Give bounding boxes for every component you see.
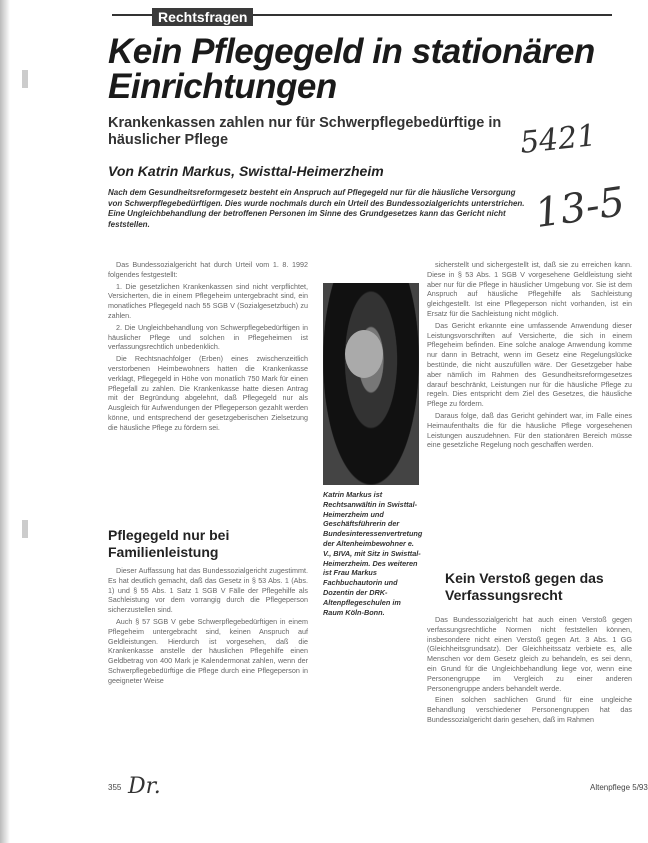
paragraph: Die Rechtsnachfolger (Erben) eines zwischenzeitlich verstorbenen Heimbewohners hatten die Krankenkasse verklagt, Pflegegeld in Höhe von monatlich 750 Mark für einen Pflegefall zu zahlen. Die Krankenkasse hatte diesen Antrag mit der Begründung abgelehnt, daß Pflegegeld nur als Ausgleich für Aufwendungen der Pflegeperson gezahlt werden könne, und entsprechend der gesetzgeberischen Zielsetzung die häusliche Pflege zu fördern sei. (108, 354, 308, 432)
author-photo-face (345, 330, 383, 378)
section-heading-pflegegeld: Pflegegeld nur bei Familienleistung (108, 527, 230, 560)
author-photo (323, 283, 419, 485)
handwritten-note-bottom: 13-5 (532, 178, 628, 238)
photo-caption: Katrin Markus ist Rechtsanwältin in Swisttal-Heimerzheim und Geschäftsführerin der Bundesinteressenvertretung der Altenheimbewohner e. V., BIVA, mit Sitz in Swisttal-Heimerzheim. Des weiteren ist Frau Markus Fachbuchautorin und Dozentin der DRK-Altenpflegeschulen im Raum Köln-Bonn. (323, 490, 423, 617)
column-1b-text (108, 566, 308, 688)
punch-hole (22, 520, 28, 538)
source-label: Altenpflege 5/93 (590, 783, 648, 792)
column-1-text (108, 260, 308, 435)
paragraph: Daraus folge, daß das Gericht gehindert war, im Falle eines Heimaufenthalts die für die häusliche Pflege vorgesehenen Leistungen auszudehnen. Für den stationären Bereich müsse eine gesetzliche Regelung noch geschaffen werden. (427, 410, 632, 450)
paragraph: 1. Die gesetzlichen Krankenkassen sind nicht verpflichtet, Versicherten, die in einem Pflegeheim untergebracht sind, ein monatliches Pflegegeld nach 55 SGB V (Sozialgesetzbuch) zu zahlen. (108, 281, 308, 320)
paragraph: Das Gericht erkannte eine umfassende Anwendung dieser Leistungsvorschriften auf Versicherte, die sich in einem Pflegeheim befinden. Eine solche analoge Anwendung komme nur dann in Betracht, wenn im Gesetz eine Regelungslücke bestünde, die nicht auszufüllen wäre. Der Gesetzgeber habe aber nämlich im Rahmen des Gesundheitsreformgesetzes darauf beschränkt, Leistungen nur für die häusliche Pflege zu regeln. Dies entspricht dem Ziel des Gesetzes, die häusliche Pflege zu fördern. (427, 320, 632, 409)
section-heading-verfassungsrecht: Kein Verstoß gegen das Verfassungsrecht (445, 570, 604, 603)
article-byline: Von Katrin Markus, Swisttal-Heimerzheim (108, 163, 384, 179)
paragraph: Einen solchen sachlichen Grund für eine ungleiche Behandlung verschiedener Personengruppen hat das Bundessozialgericht darin gesehen, daß im Rahmen (427, 695, 632, 724)
paragraph: Auch § 57 SGB V gebe Schwerpflegebedürftigen in einem Pflegeheim untergebracht sind, keinen Anspruch auf Geldleistungen. Hierdurch ist vorgesehen, daß die Krankenkasse anstelle der häuslichen Pflegehilfe einen Geldbetrag von 400 Mark je Kalendermonat zahlen, wenn der Schwerpflegebedürftige die Pflege durch eine Pflegeperson in geeigneter Weise (108, 616, 308, 685)
scan-edge (0, 0, 10, 843)
column-3-text (427, 260, 632, 452)
paragraph: 2. Die Ungleichbehandlung von Schwerpflegebedürftigen in häuslicher Pflege und solchen in Pflegeheimen ist verfassungsrechtlich unbedenklich. (108, 322, 308, 352)
handwritten-signature: Dr. (128, 774, 161, 799)
paragraph: Das Bundessozialgericht hat durch Urteil vom 1. 8. 1992 folgendes festgestellt: (108, 260, 308, 279)
article-headline: Kein Pflegegeld in stationären Einrichtungen (108, 32, 595, 106)
rubric-label: Rechtsfragen (152, 8, 253, 26)
paragraph: Das Bundessozialgericht hat auch einen Verstoß gegen verfassungsrechtliche Normen nicht feststellen können, insbesondere nicht einen Verstoß gegen Art. 3 Abs. 1 GG (Gleichheitsgrundsatz). Der Gleichheitssatz verbiete es, alle Menschen vor dem Gesetz gleich zu behandeln, es sei denn, ein Grund für die Ungleichbehandlung liege vor, wenn eine Personengruppe im Vergleich zu einer anderen Personengruppe anders behandelt werde. (427, 615, 632, 693)
punch-hole (22, 70, 28, 88)
handwritten-note-top: 5421 (518, 118, 598, 161)
article-subhead: Krankenkassen zahlen nur für Schwerpflegebedürftige in häuslicher Pflege (108, 115, 502, 148)
paragraph: sicherstellt und sichergestellt ist, daß sie zu erreichen kann. Diese in § 53 Abs. 1 SGB V vorgesehene Geldleistung sieht aber nur für die Pflege in häuslicher Umgebung vor. Sie ist dem Anspruch auf häusliche Pflegehilfe als Sachleistung gleichgestellt. Ist eine Pflegeperson nicht vorhanden, ist ein Ersatz für die Sachleistung nicht möglich. (427, 260, 632, 318)
page-number: 355 (108, 783, 122, 792)
paragraph: Dieser Auffassung hat das Bundessozialgericht zugestimmt. Es hat deutlich gemacht, daß das Gesetz in § 53 Abs. 1 (Abs. 1) und § 55 Abs. 1 Satz 1 SGB V Fälle der Pflegehilfe als Sachleistung vor dem vorrangig durch die Pflegeperson sicherzustellen sind. (108, 566, 308, 615)
column-3b-text (427, 615, 632, 727)
article-lead: Nach dem Gesundheitsreformgesetz besteht ein Anspruch auf Pflegegeld nur für die häusliche Versorgung von Schwerpflegebedürftigen. Dies wurde nochmals durch ein Urteil des Bundessozialgerichts unterstrichen. Eine Ungleichbehandlung der betroffenen Personen im Sinne des Grundgesetzes kann das Gericht nicht feststellen. (108, 188, 525, 229)
